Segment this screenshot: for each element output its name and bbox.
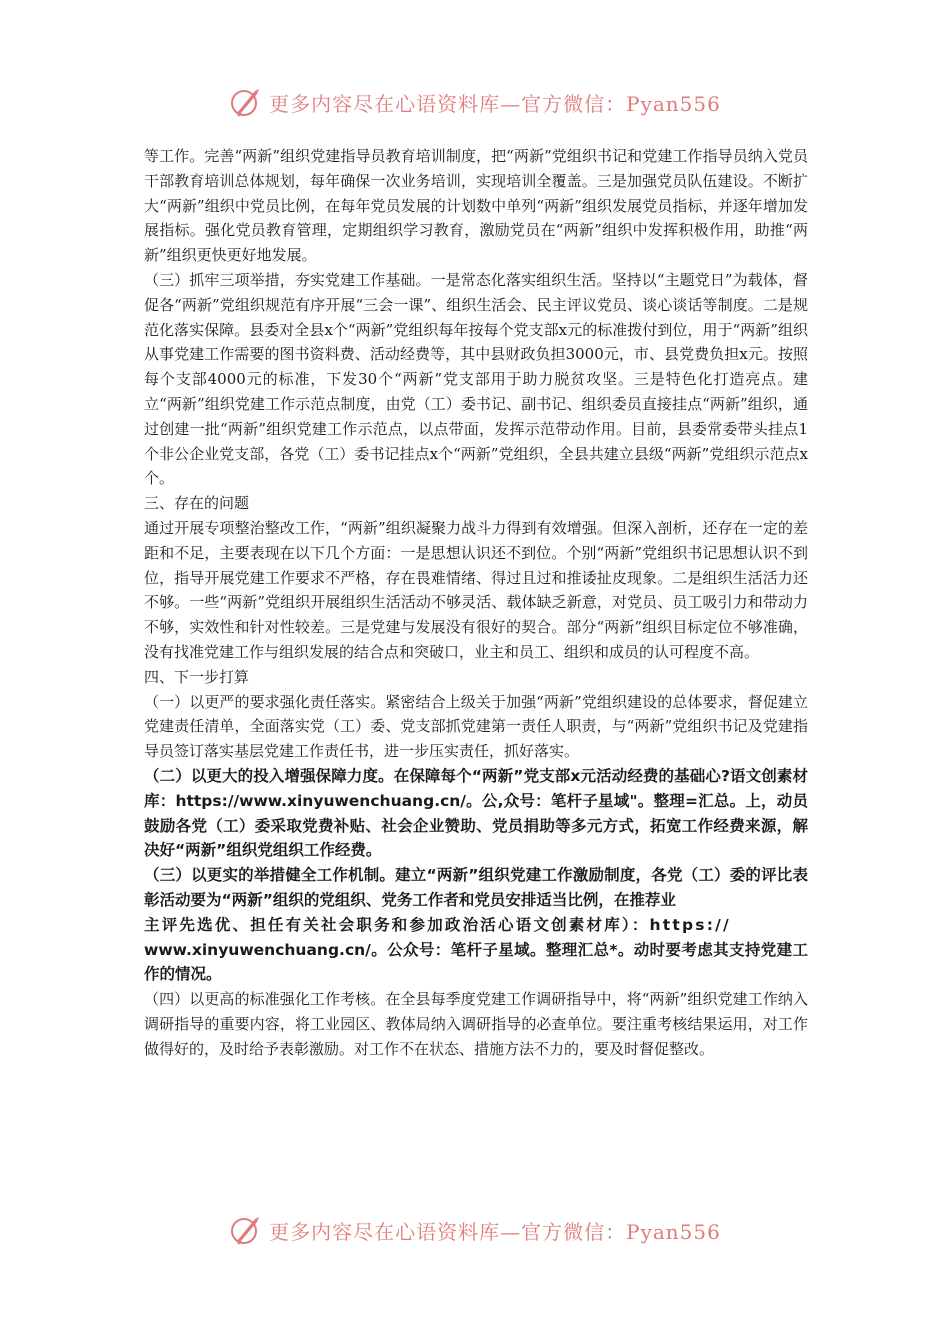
paragraph-bold: （二）以更大的投入增强保障力度。在保障每个“两新”党支部x元活动经费的基础心?语文创素材库：https://www.xinyuwenchuang.cn/。公,众号：笔杆子星域"。整理=汇总。上，动员鼓励各党（工）委采取党费补贴、社会企业赞助、党员捐助等多元方式，拓宽工作经费来源，解决好“两新”组织党组织工作经费。 (144, 766, 808, 860)
paragraph: 等工作。完善“两新”组织党建指导员教育培训制度，把“两新”党组织书记和党建工作指导员纳入党员干部教育培训总体规划，每年确保一次业务培训，实现培训全覆盖。三是加强党员队伍建设。不断扩大“两新”组织中党员比例，在每年党员发展的计划数中单列“两新”组织发展党员指标，并逐年增加发展指标。强化党员教育管理，定期组织学习教育，激励党员在“两新”组织中发挥积极作用，助推“两新”组织更快更好地发展。 (144, 147, 808, 265)
feather-pen-icon (229, 85, 263, 119)
watermark-text: 更多内容尽在心语资料库—官方微信：Pyan556 (269, 91, 721, 116)
paragraph: 通过开展专项整治整改工作，“两新”组织凝聚力战斗力得到有效增强。但深入剖析，还存在一定的差距和不足，主要表现在以下几个方面：一是思想认识还不到位。个别“两新”党组织书记思想认识不到位，指导开展党建工作要求不严格，存在畏难情绪、得过且过和推诿扯皮现象。二是组织生活活力还不够。一些“两新”党组织开展组织生活活动不够灵活、载体缺乏新意，对党员、员工吸引力和带动力不够，实效性和针对性较差。三是党建与发展没有很好的契合。部分“两新”组织目标定位不够准确，没有找准党建工作与组织发展的结合点和突破口，业主和员工、组织和成员的认可程度不高。 (144, 518, 808, 661)
section-heading: 三、存在的问题 (144, 494, 250, 513)
paragraph-bold: www.xinyuwenchuang.cn/。公众号：笔杆子星域。整理汇总*。动时要考虑其支持党建工作的情况。 (144, 940, 808, 984)
paragraph-bold: 主评先选优、担任有关社会职务和参加政治活心语文创素材库）：https:// (144, 915, 731, 934)
paragraph: （三）抓牢三项举措，夯实党建工作基础。一是常态化落实组织生活。坚持以“主题党日”为载体，督促各“两新”党组织规范有序开展“三会一课”、组织生活会、民主评议党员、谈心谈话等制度。二是规范化落实保障。县委对全县x个“两新”党组织每年按每个党支部x元的标准拨付到位，用于“两新”组织从事党建工作需要的图书资料费、活动经费等，其中县财政负担3000元，市、县党费负担x元。按照每个支部4000元的标准，下发30个“两新”党支部用于助力脱贫攻坚。三是特色化打造亮点。建立“两新”组织党建工作示范点制度，由党（工）委书记、副书记、组织委员直接挂点“两新”组织，通过创建一批“两新”组织党建工作示范点，以点带面，发挥示范带动作用。目前，县委常委带头挂点1个非公企业党支部，各党（工）委书记挂点x个“两新”党组织，全县共建立县级“两新”党组织示范点x个。 (144, 270, 808, 488)
footer-watermark (0, 1210, 950, 1250)
paragraph: （四）以更高的标准强化工作考核。在全县每季度党建工作调研指导中，将“两新”组织党建工作纳入调研指导的重要内容，将工业园区、教体局纳入调研指导的必查单位。要注重考核结果运用，对工作做得好的，及时给予表彰激励。对工作不在状态、措施方法不力的，要及时督促整改。 (144, 990, 808, 1058)
feather-pen-icon (229, 1213, 263, 1247)
section-heading: 四、下一步打算 (144, 667, 250, 686)
paragraph-bold: （三）以更实的举措健全工作机制。建立“两新”组织党建工作激励制度，各党（工）委的评比表彰活动要为“两新”组织的党组织、党务工作者和党员安排适当比例，在推荐业 (144, 866, 808, 909)
document-body (144, 144, 808, 1061)
header-watermark (0, 82, 950, 122)
watermark-text: 更多内容尽在心语资料库—官方微信：Pyan556 (269, 1219, 721, 1244)
paragraph: （一）以更严的要求强化责任落实。紧密结合上级关于加强“两新”党组织建设的总体要求，督促建立党建责任清单，全面落实党（工）委、党支部抓党建第一责任人职责，与“两新”党组织书记及党建指导员签订落实基层党建工作责任书，进一步压实责任，抓好落实。 (144, 692, 808, 761)
